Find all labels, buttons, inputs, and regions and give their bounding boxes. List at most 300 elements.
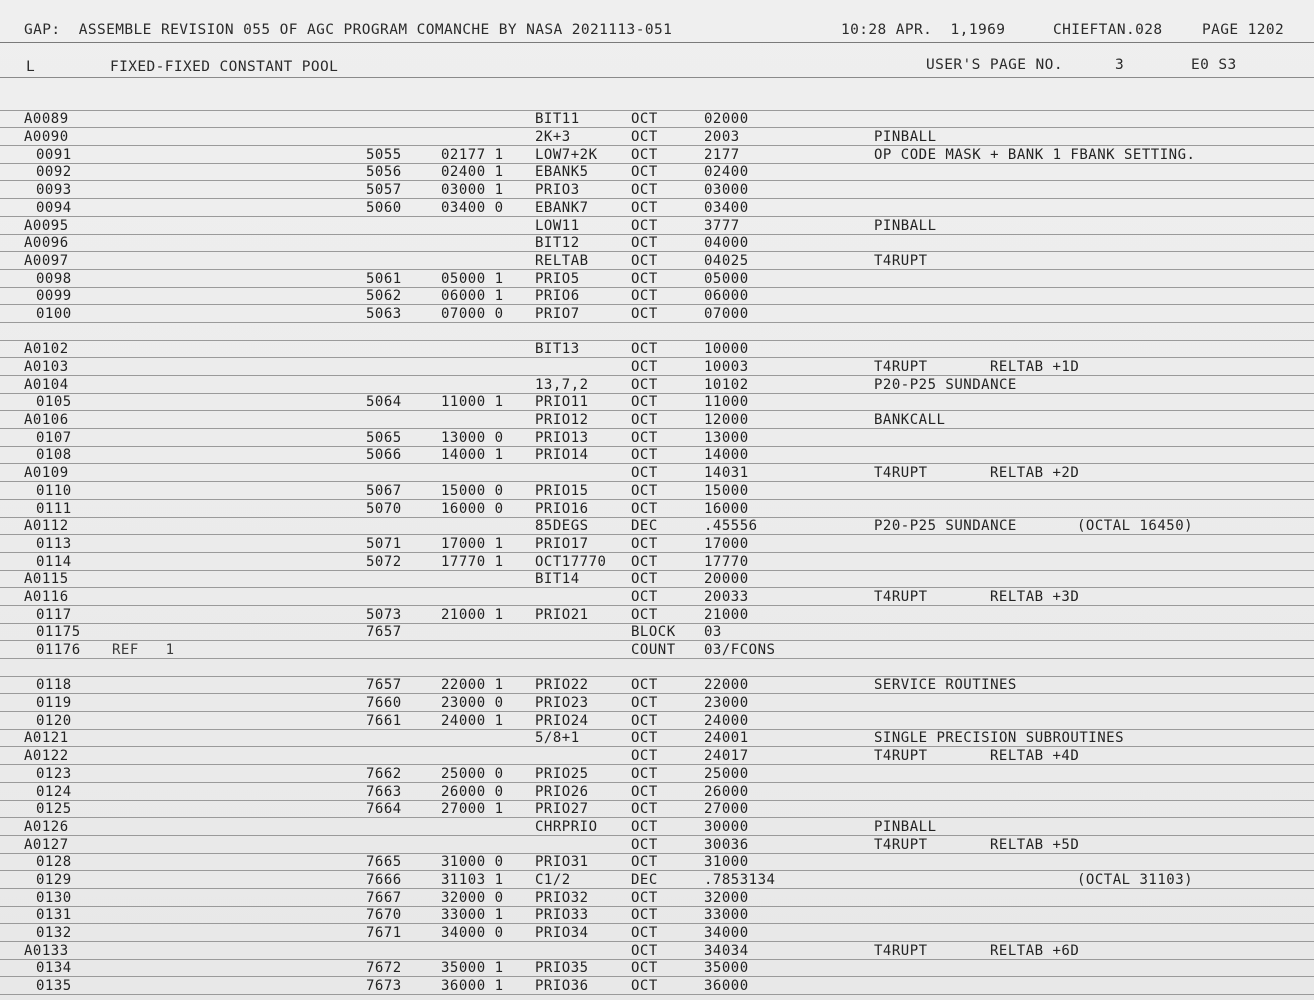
- operand-value: 16000: [704, 500, 749, 517]
- operand-value: 05000: [704, 270, 749, 287]
- line-number: 0091: [36, 146, 72, 163]
- comment: PINBALL: [874, 129, 937, 146]
- line-number: 0092: [36, 164, 72, 181]
- subheader-divider: [0, 77, 1314, 78]
- comment: T4RUPT: [874, 836, 928, 853]
- operand-value: 12000: [704, 412, 749, 429]
- opcode: OCT: [631, 836, 658, 853]
- line-number: 0128: [36, 854, 72, 871]
- listing-row: [0, 535, 1314, 553]
- operand-value: 24001: [704, 730, 749, 747]
- listing-row: [0, 836, 1314, 854]
- listing-row: [0, 482, 1314, 500]
- symbol-label: PRIO11: [535, 394, 589, 411]
- listing-row: [0, 588, 1314, 606]
- symbol-label: RELTAB: [535, 252, 589, 269]
- octal-word: 17770 1: [441, 553, 504, 570]
- line-number: A0106: [24, 412, 69, 429]
- opcode: OCT: [631, 925, 658, 941]
- listing-row: [0, 924, 1314, 942]
- symbol-label: OCT17770: [535, 553, 607, 570]
- opcode: OCT: [631, 429, 658, 446]
- opcode: OCT: [631, 217, 658, 234]
- line-number: A0102: [24, 341, 69, 358]
- line-number: 0113: [36, 535, 72, 552]
- address: 5065: [366, 429, 402, 446]
- line-number: 0111: [36, 500, 72, 517]
- address: 5066: [366, 447, 402, 464]
- line-number: 0099: [36, 288, 72, 305]
- line-number: 0130: [36, 889, 72, 906]
- comment: T4RUPT: [874, 942, 928, 959]
- listing-row: [0, 942, 1314, 960]
- listing-row: [0, 164, 1314, 182]
- symbol-label: PRIO34: [535, 925, 589, 941]
- operand-value: 03400: [704, 199, 749, 216]
- opcode: OCT: [631, 129, 658, 146]
- listing-row: [0, 235, 1314, 253]
- opcode: OCT: [631, 783, 658, 800]
- line-number: 0107: [36, 429, 72, 446]
- operand-value: 14000: [704, 447, 749, 464]
- octal-word: 02400 1: [441, 164, 504, 181]
- opcode: OCT: [631, 412, 658, 429]
- comment: T4RUPT: [874, 252, 928, 269]
- operand-value: 10000: [704, 341, 749, 358]
- operand-value: 17770: [704, 553, 749, 570]
- address: 5063: [366, 305, 402, 322]
- symbol-label: 13,7,2: [535, 376, 589, 393]
- comment-extra: RELTAB +4D: [990, 748, 1080, 765]
- octal-word: 35000 1: [441, 960, 504, 977]
- line-number: 0100: [36, 305, 72, 322]
- octal-word: 26000 0: [441, 783, 504, 800]
- comment: PINBALL: [874, 818, 937, 835]
- subheader-code: E0 S3: [1191, 57, 1237, 73]
- opcode: OCT: [631, 164, 658, 181]
- operand-value: 17000: [704, 535, 749, 552]
- line-number: 0119: [36, 695, 72, 712]
- listing-row: [0, 641, 1314, 659]
- operand-value: 04025: [704, 252, 749, 269]
- address: 5071: [366, 535, 402, 552]
- opcode: OCT: [631, 978, 658, 995]
- address: 5072: [366, 553, 402, 570]
- operand-value: 33000: [704, 907, 749, 924]
- blank-row: [0, 323, 1314, 341]
- octal-note: (OCTAL 16450): [1077, 518, 1194, 535]
- listing-row: [0, 677, 1314, 695]
- octal-word: 03000 1: [441, 182, 504, 199]
- listing-row: [0, 394, 1314, 412]
- listing-row: [0, 801, 1314, 819]
- comment: SERVICE ROUTINES: [874, 677, 1017, 694]
- listing-row: [0, 624, 1314, 642]
- opcode: OCT: [631, 818, 658, 835]
- blank-row: [0, 93, 1314, 111]
- opcode: COUNT: [631, 642, 676, 658]
- listing-row: [0, 730, 1314, 748]
- line-number: 0135: [36, 978, 72, 995]
- operand-value: .7853134: [704, 871, 776, 888]
- octal-word: 07000 0: [441, 305, 504, 322]
- operand-value: .45556: [704, 518, 758, 535]
- opcode: OCT: [631, 500, 658, 517]
- comment: P20-P25 SUNDANCE: [874, 518, 1017, 535]
- symbol-label: EBANK7: [535, 199, 589, 216]
- operand-value: 30036: [704, 836, 749, 853]
- listing-row: [0, 783, 1314, 801]
- opcode: OCT: [631, 288, 658, 305]
- operand-value: 03/FCONS: [704, 642, 776, 658]
- comment: PINBALL: [874, 217, 937, 234]
- line-number: A0116: [24, 588, 69, 605]
- address: 7666: [366, 871, 402, 888]
- octal-word: 23000 0: [441, 695, 504, 712]
- line-number: A0112: [24, 518, 69, 535]
- line-number: 0131: [36, 907, 72, 924]
- octal-word: 02177 1: [441, 146, 504, 163]
- listing-rows: [0, 93, 1314, 995]
- address: 5062: [366, 288, 402, 305]
- line-number: 0118: [36, 677, 72, 694]
- line-number: 01176: [36, 642, 81, 658]
- listing-row: [0, 818, 1314, 836]
- line-number: A0104: [24, 376, 69, 393]
- opcode: OCT: [631, 730, 658, 747]
- symbol-label: PRIO12: [535, 412, 589, 429]
- octal-word: 24000 1: [441, 712, 504, 729]
- line-number: 0114: [36, 553, 72, 570]
- octal-word: 16000 0: [441, 500, 504, 517]
- comment: OP CODE MASK + BANK 1 FBANK SETTING.: [874, 146, 1196, 163]
- symbol-label: PRIO13: [535, 429, 589, 446]
- symbol-label: 2K+3: [535, 129, 571, 146]
- symbol-label: PRIO35: [535, 960, 589, 977]
- address: 5070: [366, 500, 402, 517]
- symbol-label: 85DEGS: [535, 518, 589, 535]
- octal-word: 11000 1: [441, 394, 504, 411]
- octal-word: 32000 0: [441, 889, 504, 906]
- octal-word: 25000 0: [441, 765, 504, 782]
- symbol-label: PRIO21: [535, 606, 589, 623]
- comment: SINGLE PRECISION SUBROUTINES: [874, 730, 1125, 747]
- opcode: BLOCK: [631, 624, 676, 641]
- operand-value: 03: [704, 624, 722, 641]
- address: 7657: [366, 624, 402, 641]
- line-number: 0134: [36, 960, 72, 977]
- operand-value: 21000: [704, 606, 749, 623]
- operand-value: 22000: [704, 677, 749, 694]
- comment: T4RUPT: [874, 748, 928, 765]
- symbol-label: PRIO33: [535, 907, 589, 924]
- line-number: 0098: [36, 270, 72, 287]
- octal-note: (OCTAL 31103): [1077, 871, 1194, 888]
- opcode: OCT: [631, 465, 658, 482]
- address: 7660: [366, 695, 402, 712]
- operand-value: 34034: [704, 942, 749, 959]
- line-number: A0127: [24, 836, 69, 853]
- octal-word: 33000 1: [441, 907, 504, 924]
- line-number: A0089: [24, 111, 69, 128]
- address: 7673: [366, 978, 402, 995]
- symbol-label: LOW7+2K: [535, 146, 598, 163]
- comment-extra: RELTAB +1D: [990, 359, 1080, 375]
- symbol-label: PRIO3: [535, 182, 580, 199]
- line-number: A0096: [24, 235, 69, 252]
- line-number: A0090: [24, 129, 69, 146]
- listing-row: [0, 464, 1314, 482]
- operand-value: 34000: [704, 925, 749, 941]
- comment: P20-P25 SUNDANCE: [874, 376, 1017, 393]
- address: 7671: [366, 925, 402, 941]
- opcode: OCT: [631, 376, 658, 393]
- operand-value: 36000: [704, 978, 749, 995]
- operand-value: 27000: [704, 801, 749, 818]
- symbol-label: EBANK5: [535, 164, 589, 181]
- operand-value: 24017: [704, 748, 749, 765]
- octal-word: 06000 1: [441, 288, 504, 305]
- line-number: 0129: [36, 871, 72, 888]
- address: 5067: [366, 482, 402, 499]
- opcode: OCT: [631, 677, 658, 694]
- symbol-label: PRIO26: [535, 783, 589, 800]
- line-number: A0109: [24, 465, 69, 482]
- listing-row: [0, 128, 1314, 146]
- opcode: OCT: [631, 111, 658, 128]
- listing-row: [0, 747, 1314, 765]
- opcode: OCT: [631, 199, 658, 216]
- operand-value: 35000: [704, 960, 749, 977]
- listing-row: [0, 960, 1314, 978]
- operand-value: 25000: [704, 765, 749, 782]
- opcode: OCT: [631, 571, 658, 588]
- opcode: OCT: [631, 942, 658, 959]
- listing-row: [0, 694, 1314, 712]
- opcode: OCT: [631, 553, 658, 570]
- line-number: A0133: [24, 942, 69, 959]
- octal-word: 22000 1: [441, 677, 504, 694]
- operand-value: 06000: [704, 288, 749, 305]
- symbol-label: PRIO17: [535, 535, 589, 552]
- opcode: DEC: [631, 518, 658, 535]
- octal-word: 27000 1: [441, 801, 504, 818]
- line-number: A0097: [24, 252, 69, 269]
- operand-value: 26000: [704, 783, 749, 800]
- line-number: 0132: [36, 925, 72, 941]
- user-page-number: 3: [1115, 57, 1125, 73]
- listing-row: [0, 411, 1314, 429]
- symbol-label: CHRPRIO: [535, 818, 598, 835]
- operand-value: 04000: [704, 235, 749, 252]
- symbol-label: PRIO23: [535, 695, 589, 712]
- listing-row: [0, 341, 1314, 359]
- listing-row: [0, 447, 1314, 465]
- opcode: OCT: [631, 889, 658, 906]
- listing-row: [0, 270, 1314, 288]
- opcode: OCT: [631, 182, 658, 199]
- line-number: 0093: [36, 182, 72, 199]
- user-page-label: USER'S PAGE NO.: [926, 57, 1063, 73]
- opcode: OCT: [631, 712, 658, 729]
- opcode: OCT: [631, 305, 658, 322]
- line-number: A0115: [24, 571, 69, 588]
- operand-value: 11000: [704, 394, 749, 411]
- comment: T4RUPT: [874, 359, 928, 375]
- line-number: 0108: [36, 447, 72, 464]
- operand-value: 30000: [704, 818, 749, 835]
- listing-row: [0, 571, 1314, 589]
- octal-word: 34000 0: [441, 925, 504, 941]
- octal-word: 05000 1: [441, 270, 504, 287]
- opcode: OCT: [631, 695, 658, 712]
- listing-row: [0, 977, 1314, 995]
- symbol-label: PRIO31: [535, 854, 589, 871]
- opcode: OCT: [631, 960, 658, 977]
- comment-extra: RELTAB +6D: [990, 942, 1080, 959]
- address: 7667: [366, 889, 402, 906]
- listing-row: [0, 305, 1314, 323]
- operand-value: 02400: [704, 164, 749, 181]
- address: 5073: [366, 606, 402, 623]
- opcode: OCT: [631, 270, 658, 287]
- opcode: OCT: [631, 359, 658, 375]
- operand-value: 20033: [704, 588, 749, 605]
- listing-row: [0, 217, 1314, 235]
- operand-value: 10102: [704, 376, 749, 393]
- header-divider: [0, 42, 1314, 43]
- subheader-marker: L: [26, 59, 36, 75]
- operand-value: 10003: [704, 359, 749, 375]
- symbol-label: BIT12: [535, 235, 580, 252]
- opcode: OCT: [631, 394, 658, 411]
- line-number: 0117: [36, 606, 72, 623]
- opcode: OCT: [631, 482, 658, 499]
- listing-row: [0, 146, 1314, 164]
- listing-row: [0, 376, 1314, 394]
- line-number: 0123: [36, 765, 72, 782]
- header-timestamp: 10:28 APR. 1,1969: [841, 22, 1006, 38]
- symbol-label: PRIO27: [535, 801, 589, 818]
- operand-value: 02000: [704, 111, 749, 128]
- symbol-label: PRIO25: [535, 765, 589, 782]
- listing-row: [0, 181, 1314, 199]
- symbol-label: PRIO36: [535, 978, 589, 995]
- address: 7670: [366, 907, 402, 924]
- listing-row: [0, 606, 1314, 624]
- symbol-label: BIT11: [535, 111, 580, 128]
- listing-row: [0, 765, 1314, 783]
- opcode: OCT: [631, 748, 658, 765]
- address: 7662: [366, 765, 402, 782]
- operand-value: 23000: [704, 695, 749, 712]
- address: 7664: [366, 801, 402, 818]
- address: 5056: [366, 164, 402, 181]
- symbol-label: C1/2: [535, 871, 571, 888]
- opcode: OCT: [631, 907, 658, 924]
- address: 7657: [366, 677, 402, 694]
- address: 7665: [366, 854, 402, 871]
- comment-extra: RELTAB +5D: [990, 836, 1080, 853]
- operand-value: 3777: [704, 217, 740, 234]
- operand-value: 20000: [704, 571, 749, 588]
- opcode: OCT: [631, 765, 658, 782]
- octal-word: 15000 0: [441, 482, 504, 499]
- line-number: A0126: [24, 818, 69, 835]
- symbol-label: LOW11: [535, 217, 580, 234]
- octal-word: 13000 0: [441, 429, 504, 446]
- listing-row: [0, 288, 1314, 306]
- symbol-label: PRIO22: [535, 677, 589, 694]
- comment: BANKCALL: [874, 412, 946, 429]
- operand-value: 07000: [704, 305, 749, 322]
- octal-word: 14000 1: [441, 447, 504, 464]
- operand-value: 32000: [704, 889, 749, 906]
- octal-word: 17000 1: [441, 535, 504, 552]
- symbol-label: 5/8+1: [535, 730, 580, 747]
- line-number: A0122: [24, 748, 69, 765]
- opcode: OCT: [631, 235, 658, 252]
- address: 7663: [366, 783, 402, 800]
- opcode: OCT: [631, 146, 658, 163]
- header-page-number: PAGE 1202: [1202, 22, 1285, 38]
- symbol-label: PRIO15: [535, 482, 589, 499]
- address: 5060: [366, 199, 402, 216]
- address: 5061: [366, 270, 402, 287]
- line-number: 0110: [36, 482, 72, 499]
- operand-value: 24000: [704, 712, 749, 729]
- header-file-name: CHIEFTAN.028: [1053, 22, 1163, 38]
- listing-row: [0, 907, 1314, 925]
- address: 5057: [366, 182, 402, 199]
- assembly-header: GAP: ASSEMBLE REVISION 055 OF AGC PROGRAM COMANCHE BY NASA 2021113-051: [24, 22, 673, 38]
- line-number: 0120: [36, 712, 72, 729]
- symbol-label: PRIO5: [535, 270, 580, 287]
- operand-value: 14031: [704, 465, 749, 482]
- listing-row: [0, 111, 1314, 129]
- comment-extra: RELTAB +3D: [990, 588, 1080, 605]
- listing-row: [0, 871, 1314, 889]
- comment: T4RUPT: [874, 465, 928, 482]
- comment-extra: RELTAB +2D: [990, 465, 1080, 482]
- line-number: 01175: [36, 624, 81, 641]
- address: 5064: [366, 394, 402, 411]
- operand-value: 2003: [704, 129, 740, 146]
- line-number: 0125: [36, 801, 72, 818]
- ref-field: REF 1: [112, 642, 175, 658]
- listing-row: [0, 358, 1314, 376]
- listing-row: [0, 553, 1314, 571]
- octal-word: 31103 1: [441, 871, 504, 888]
- opcode: OCT: [631, 447, 658, 464]
- symbol-label: PRIO32: [535, 889, 589, 906]
- symbol-label: PRIO24: [535, 712, 589, 729]
- opcode: OCT: [631, 341, 658, 358]
- opcode: OCT: [631, 854, 658, 871]
- listing-row: [0, 518, 1314, 536]
- operand-value: 31000: [704, 854, 749, 871]
- address: 7672: [366, 960, 402, 977]
- line-number: A0103: [24, 359, 69, 375]
- line-number: 0124: [36, 783, 72, 800]
- listing-row: [0, 854, 1314, 872]
- symbol-label: PRIO6: [535, 288, 580, 305]
- octal-word: 31000 0: [441, 854, 504, 871]
- operand-value: 13000: [704, 429, 749, 446]
- opcode: OCT: [631, 588, 658, 605]
- listing-row: [0, 500, 1314, 518]
- octal-word: 03400 0: [441, 199, 504, 216]
